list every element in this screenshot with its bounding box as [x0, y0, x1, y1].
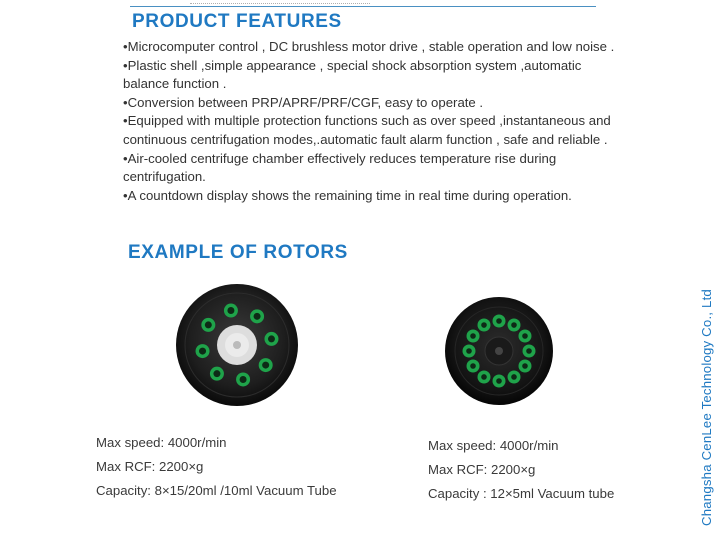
feature-item: •A countdown display shows the remaining time in real time during operation. — [123, 187, 572, 203]
header-rule — [130, 6, 596, 7]
tube-hole-center — [481, 322, 487, 328]
rotor-1-specs — [96, 431, 337, 503]
company-name: Changsha CenLee Technology Co., Ltd — [699, 289, 714, 526]
rotor-8-holes-image — [174, 282, 300, 408]
tube-hole-center — [466, 348, 472, 354]
tube-hole-center — [470, 333, 476, 339]
tube-hole-center — [240, 376, 247, 383]
capacity: Capacity: 8×15/20ml /10ml Vacuum Tube — [96, 483, 337, 498]
tube-hole-center — [470, 363, 476, 369]
feature-item: •Microcomputer control , DC brushless motor drive , stable operation and low noise . — [123, 39, 615, 54]
tube-hole-center — [254, 313, 261, 320]
tube-hole-center — [496, 318, 502, 324]
tube-hole-center — [227, 307, 234, 314]
tube-hole-center — [511, 322, 517, 328]
tube-hole-center — [522, 333, 528, 339]
tube-hole-center — [213, 370, 220, 377]
feature-item: •Plastic shell ,simple appearance , special shock absorption system ,automatic balance function . — [123, 57, 582, 92]
max-speed: Max speed: 4000r/min — [96, 435, 227, 450]
feature-list — [123, 38, 623, 205]
tube-hole-center — [199, 348, 206, 355]
rotor-12-holes-image — [444, 296, 554, 406]
rotor-2-specs — [428, 434, 614, 506]
tube-hole-center — [522, 363, 528, 369]
tube-hole-center — [262, 362, 269, 369]
tube-hole-center — [496, 378, 502, 384]
max-rcf: Max RCF: 2200×g — [96, 459, 204, 474]
feature-item: •Equipped with multiple protection functions such as over speed ,instantaneous and continuous centrifugation modes,.automatic fault alarm function , safe and reliable . — [123, 113, 611, 147]
rotors-heading: EXAMPLE OF ROTORS — [128, 242, 348, 263]
max-speed: Max speed: 4000r/min — [428, 438, 559, 453]
feature-item: •Air-cooled centrifuge chamber effectively reduces temperature rise during centrifugation. — [123, 150, 557, 185]
tube-hole-center — [205, 321, 212, 328]
capacity: Capacity : 12×5ml Vacuum tube — [428, 486, 615, 501]
tube-hole-center — [526, 348, 532, 354]
feature-item: •Conversion between PRP/APRF/PRF/CGF, easy to operate . — [123, 94, 484, 110]
tube-hole-center — [481, 374, 487, 380]
tube-hole-center — [268, 335, 275, 342]
max-rcf: Max RCF: 2200×g — [428, 462, 536, 477]
tube-hole-center — [511, 374, 517, 380]
product-features-heading: PRODUCT FEATURES — [132, 11, 342, 32]
top-cropped-text — [190, 0, 370, 4]
